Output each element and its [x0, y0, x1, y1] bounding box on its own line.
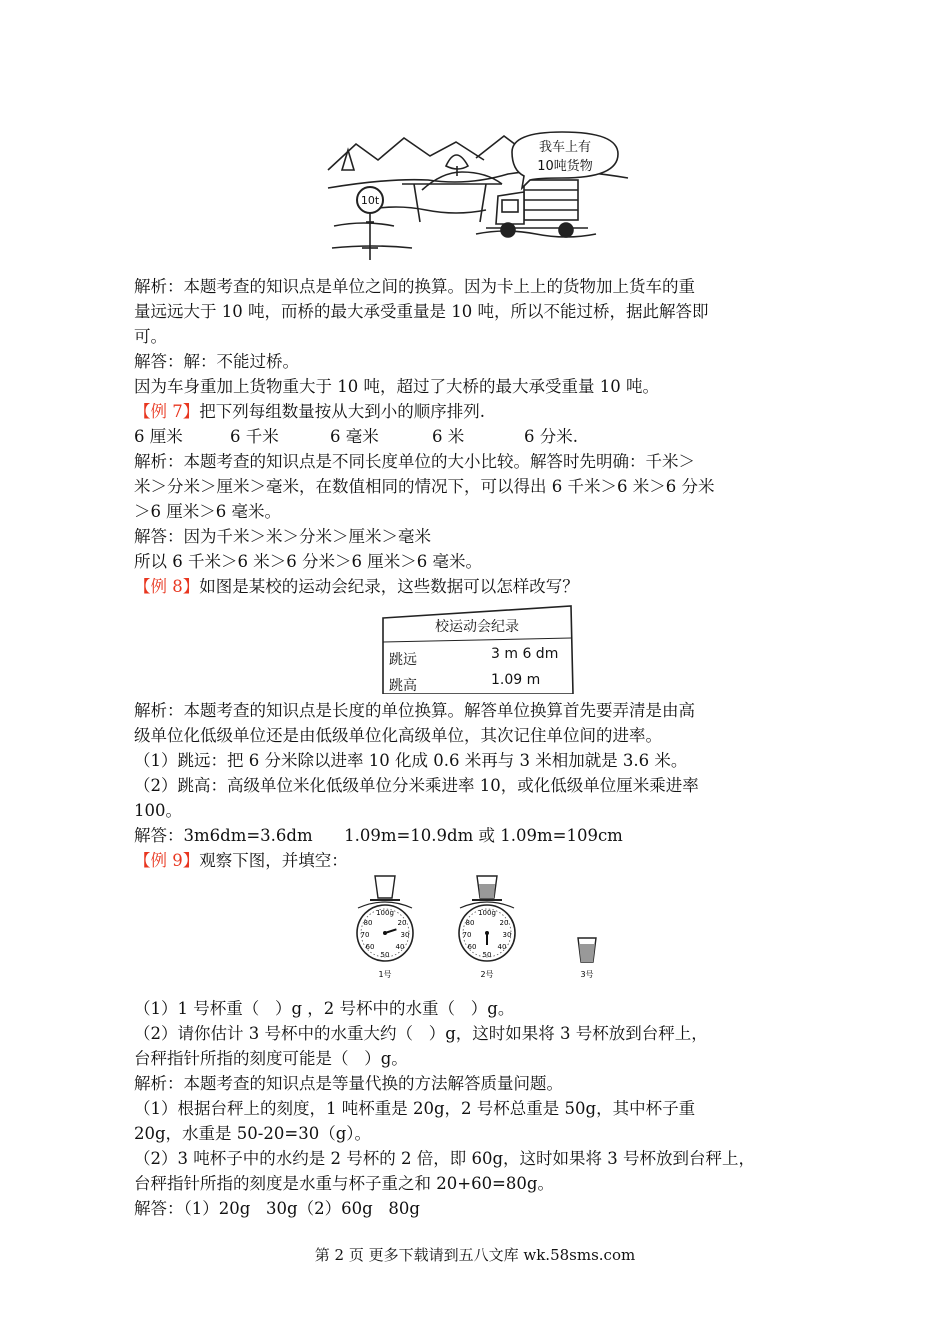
example9-answer: 解答：（1）20g 30g（2）60g 80g — [134, 1199, 420, 1218]
example9-tag: 【例 9】 — [134, 851, 200, 870]
dial-label: 40 — [395, 943, 405, 951]
example6-answer-line1: 解答：解：不能过桥。 — [134, 352, 299, 371]
bridge-truck-illustration — [326, 130, 632, 262]
card-row1-label: 跳远 — [389, 652, 417, 668]
dial-label: 100g — [478, 909, 496, 917]
cup-3 — [578, 938, 596, 979]
dial-label: 20 — [499, 919, 509, 927]
example7-heading — [134, 399, 824, 424]
example6-analysis-line2: 量远远大于 10 吨，而桥的最大承受重量是 10 吨，所以不能过桥，据此解答即 — [134, 302, 709, 321]
example9-question-line2: （2）请你估计 3 号杯中的水重大约（ ）g，这时如果将 3 号杯放到台秤上， — [134, 1024, 708, 1043]
example7-item: 6 毫米 — [330, 427, 379, 446]
example8-answer: 解答：3m6dm=3.6dm 1.09m=10.9dm 或 1.09m=109cm — [134, 826, 623, 845]
example7-answer-line1: 解答：因为千米＞米＞分米＞厘米＞毫米 — [134, 527, 431, 546]
scale-1 — [357, 876, 413, 979]
page-footer: 第 2 页 更多下载请到五八文库 wk.58sms.com — [314, 1246, 636, 1264]
card-title: 校运动会纪录 — [435, 619, 519, 635]
example8-analysis-line2: 级单位化低级单位还是由低级单位化高级单位，其次记住单位间的进率。 — [134, 726, 662, 745]
example7-item: 6 米 — [432, 427, 465, 446]
cup3-caption: 3号 — [580, 970, 594, 979]
cup1-caption: 1号 — [378, 970, 392, 979]
dial-label: 100g — [376, 909, 394, 917]
example7-analysis-line3: ＞6 厘米＞6 毫米。 — [134, 502, 281, 521]
example9-analysis-line2: （1）根据台秤上的刻度，1 吨杯重是 20g，2 号杯总重是 50g，其中杯子重 — [134, 1099, 696, 1118]
speech-bubble-line1: 我车上有 — [538, 140, 592, 155]
example8-analysis-line4: （2）跳高：高级单位米化低级单位分米乘进率 10，或化低级单位厘米乘进率 — [134, 776, 699, 795]
example8-analysis-line3: （1）跳远：把 6 分米除以进率 10 化成 0.6 米再与 3 米相加就是 3.6 米。 — [134, 751, 688, 770]
dial-label: 80 — [363, 919, 373, 927]
weight-limit-sign: 10t — [360, 194, 380, 207]
example6-analysis-line3: 可。 — [134, 327, 167, 346]
example8-tag: 【例 8】 — [134, 577, 200, 596]
dial-label: 70 — [360, 931, 370, 939]
speech-bubble-line2: 10吨货物 — [537, 159, 593, 174]
example8-section — [134, 698, 824, 873]
example8-question: 如图是某校的运动会纪录，这些数据可以怎样改写？ — [199, 577, 579, 596]
example9-analysis-line1: 解析：本题考查的知识点是等量代换的方法解答质量问题。 — [134, 1074, 563, 1093]
card-row2-label: 跳高 — [389, 678, 417, 694]
dial-label: 30 — [400, 931, 410, 939]
example8-heading — [134, 574, 824, 599]
card-row1-value: 3 m 6 dm — [491, 646, 559, 662]
example9-section — [134, 996, 824, 1221]
example7-item: 6 分米. — [524, 427, 578, 446]
sports-record-card — [381, 604, 575, 694]
card-row2-value: 1.09 m — [491, 672, 541, 688]
example9-analysis-line3: 20g，水重是 50-20=30（g）。 — [134, 1124, 372, 1143]
dial-label: 30 — [502, 931, 512, 939]
dial-label: 50 — [482, 951, 492, 959]
dial-label: 60 — [467, 943, 477, 951]
example9-question-line1: （1）1 号杯重（ ）g ，2 号杯中的水重（ ）g。 — [134, 999, 515, 1018]
example7-analysis-line2: 米＞分米＞厘米＞毫米，在数值相同的情况下，可以得出 6 千米＞6 米＞6 分米 — [134, 477, 715, 496]
dial-label: 60 — [365, 943, 375, 951]
cup2-caption: 2号 — [480, 970, 494, 979]
dial-label: 20 — [397, 919, 407, 927]
dial-label: 80 — [465, 919, 475, 927]
example7-item: 6 厘米 — [134, 427, 183, 446]
example7-analysis-line1: 解析：本题考查的知识点是不同长度单位的大小比较。解答时先明确：千米＞ — [134, 452, 695, 471]
example8-analysis-line1: 解析：本题考查的知识点是长度的单位换算。解答单位换算首先要弄清是由高 — [134, 701, 695, 720]
example7-tag: 【例 7】 — [134, 402, 200, 421]
example6-section — [134, 274, 824, 599]
dial-label: 40 — [497, 943, 507, 951]
example9-analysis-line5: 台秤指针所指的刻度是水重与杯子重之和 20+60=80g。 — [134, 1174, 554, 1193]
dial-label: 70 — [462, 931, 472, 939]
example7-items — [134, 424, 824, 449]
example7-question: 把下列每组数量按从大到小的顺序排列. — [199, 402, 485, 421]
dial-label: 50 — [380, 951, 390, 959]
example9-question-line3: 台秤指针所指的刻度可能是（ ）g。 — [134, 1049, 408, 1068]
scales-figure — [350, 870, 610, 990]
example9-question: 观察下图，并填空： — [199, 851, 348, 870]
example9-analysis-line4: （2）3 吨杯子中的水约是 2 号杯的 2 倍，即 60g，这时如果将 3 号杯放到台秤上， — [134, 1149, 756, 1168]
example6-analysis-line1: 解析：本题考查的知识点是单位之间的换算。因为卡上上的货物加上货车的重 — [134, 277, 695, 296]
example7-item: 6 千米 — [230, 427, 279, 446]
scale-2 — [459, 876, 515, 979]
example8-analysis-line5: 100。 — [134, 801, 182, 820]
example7-answer-line2: 所以 6 千米＞6 米＞6 分米＞6 厘米＞6 毫米。 — [134, 552, 482, 571]
example6-answer-line2: 因为车身重加上货物重大于 10 吨，超过了大桥的最大承受重量 10 吨。 — [134, 377, 659, 396]
